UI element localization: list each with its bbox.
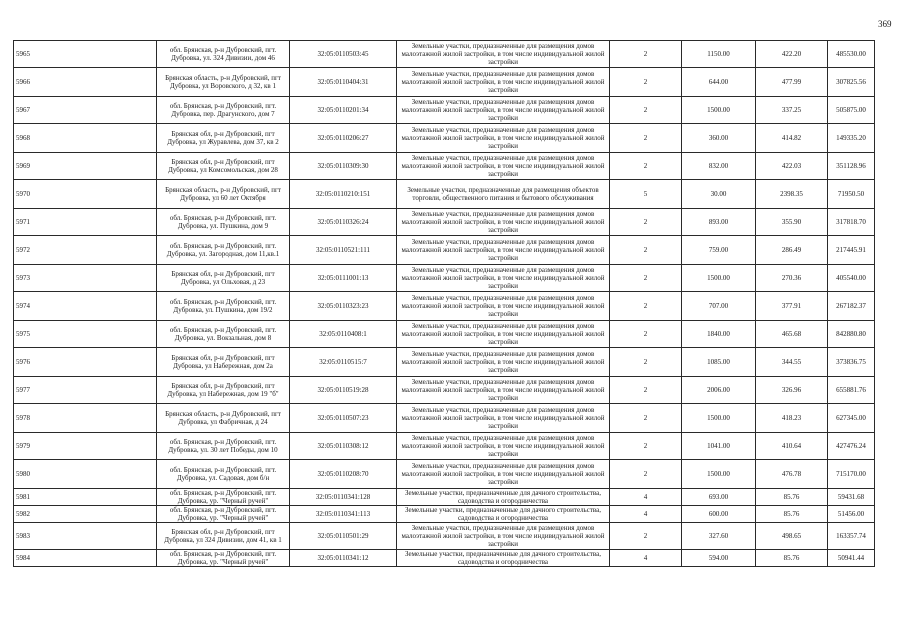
row-number-cell: 5984 (14, 550, 157, 567)
specific-value-cell: 465.68 (756, 321, 828, 348)
address-cell: обл. Брянская, р-н Дубровский, пгт. Дубровка, ул. Вокзальная, дом 8 (157, 321, 290, 348)
row-number-cell: 5969 (14, 153, 157, 180)
cadastral-value-cell: 655881.76 (828, 377, 875, 404)
cadastral-number-cell: 32:05:0110208:70 (290, 460, 397, 489)
permitted-use-cell: Земельные участки, предназначенные для размещения домов малоэтажной жилой застройки, в том числе индивидуальной жилой застройки (397, 153, 610, 180)
address-cell: обл. Брянская, р-н Дубровский, пгт. Дубровка, ур. "Черный ручей" (157, 506, 290, 523)
area-cell: 30.00 (682, 180, 756, 209)
cadastral-value-cell: 267182.37 (828, 292, 875, 321)
cadastral-number-cell: 32:05:0110201:34 (290, 97, 397, 124)
area-cell: 1500.00 (682, 460, 756, 489)
address-cell: обл. Брянская, р-н Дубровский, пгт. Дубровка, ул. 324 Дивизии, дом 46 (157, 41, 290, 68)
specific-value-cell: 85.76 (756, 506, 828, 523)
use-group-cell: 2 (610, 348, 682, 377)
cadastral-value-cell: 842880.80 (828, 321, 875, 348)
table-row (14, 68, 875, 97)
permitted-use-cell: Земельные участки, предназначенные для размещения домов малоэтажной жилой застройки, в том числе индивидуальной жилой застройки (397, 433, 610, 460)
cadastral-value-cell: 351128.96 (828, 153, 875, 180)
cadastral-value-cell: 317818.70 (828, 209, 875, 236)
cadastral-value-cell: 163357.74 (828, 523, 875, 550)
use-group-cell: 2 (610, 124, 682, 153)
address-cell: обл. Брянская, р-н Дубровский, пгт. Дубровка, ур. "Черный ручей" (157, 489, 290, 506)
use-group-cell: 2 (610, 97, 682, 124)
permitted-use-cell: Земельные участки, предназначенные для размещения домов малоэтажной жилой застройки, в том числе индивидуальной жилой застройки (397, 460, 610, 489)
address-cell: Брянская область, р-н Дубровский, пгт Дубровка, ул Фабричная, д 24 (157, 404, 290, 433)
specific-value-cell: 410.64 (756, 433, 828, 460)
page-number: 369 (878, 19, 892, 29)
cadastral-number-cell: 32:05:0110515:7 (290, 348, 397, 377)
address-cell: обл. Брянская, р-н Дубровский, пгт. Дубровка, пер. Драгунского, дом 7 (157, 97, 290, 124)
row-number-cell: 5972 (14, 236, 157, 265)
cadastral-value-cell: 50941.44 (828, 550, 875, 567)
use-group-cell: 2 (610, 523, 682, 550)
row-number-cell: 5978 (14, 404, 157, 433)
permitted-use-cell: Земельные участки, предназначенные для размещения домов малоэтажной жилой застройки, в том числе индивидуальной жилой застройки (397, 209, 610, 236)
specific-value-cell: 418.23 (756, 404, 828, 433)
cadastral-value-cell: 427476.24 (828, 433, 875, 460)
cadastral-number-cell: 32:05:0110507:23 (290, 404, 397, 433)
table-row (14, 180, 875, 209)
cadastral-value-cell: 217445.91 (828, 236, 875, 265)
area-cell: 1085.00 (682, 348, 756, 377)
row-number-cell: 5970 (14, 180, 157, 209)
row-number-cell: 5973 (14, 265, 157, 292)
permitted-use-cell: Земельные участки, предназначенные для размещения домов малоэтажной жилой застройки, в том числе индивидуальной жилой застройки (397, 523, 610, 550)
row-number-cell: 5971 (14, 209, 157, 236)
permitted-use-cell: Земельные участки, предназначенные для размещения домов малоэтажной жилой застройки, в том числе индивидуальной жилой застройки (397, 292, 610, 321)
cadastral-value-cell: 149335.20 (828, 124, 875, 153)
area-cell: 707.00 (682, 292, 756, 321)
specific-value-cell: 377.91 (756, 292, 828, 321)
specific-value-cell: 85.76 (756, 550, 828, 567)
table-row (14, 433, 875, 460)
cadastral-number-cell: 32:05:0110404:31 (290, 68, 397, 97)
specific-value-cell: 2398.35 (756, 180, 828, 209)
table-row (14, 404, 875, 433)
row-number-cell: 5980 (14, 460, 157, 489)
row-number-cell: 5981 (14, 489, 157, 506)
specific-value-cell: 326.96 (756, 377, 828, 404)
area-cell: 2006.00 (682, 377, 756, 404)
area-cell: 600.00 (682, 506, 756, 523)
cadastral-number-cell: 32:05:0110501:29 (290, 523, 397, 550)
table-row (14, 377, 875, 404)
use-group-cell: 4 (610, 506, 682, 523)
cadastral-value-cell: 405540.00 (828, 265, 875, 292)
cadastral-number-cell: 32:05:0110521:111 (290, 236, 397, 265)
table-row (14, 41, 875, 68)
use-group-cell: 4 (610, 550, 682, 567)
address-cell: Брянская обл, р-н Дубровский, пгт Дубровка, ул Ольховая, д 23 (157, 265, 290, 292)
table-body (14, 41, 875, 567)
address-cell: Брянская обл, р-н Дубровский, пгт Дубровка, ул 324 Дивизии, дом 41, кв 1 (157, 523, 290, 550)
use-group-cell: 4 (610, 489, 682, 506)
permitted-use-cell: Земельные участки, предназначенные для размещения домов малоэтажной жилой застройки, в том числе индивидуальной жилой застройки (397, 348, 610, 377)
cadastral-value-cell: 715170.00 (828, 460, 875, 489)
specific-value-cell: 422.03 (756, 153, 828, 180)
area-cell: 893.00 (682, 209, 756, 236)
use-group-cell: 2 (610, 377, 682, 404)
permitted-use-cell: Земельные участки, предназначенные для размещения объектов торговли, общественного питания и бытового обслуживания (397, 180, 610, 209)
row-number-cell: 5976 (14, 348, 157, 377)
cadastral-number-cell: 32:05:0110341:113 (290, 506, 397, 523)
permitted-use-cell: Земельные участки, предназначенные для размещения домов малоэтажной жилой застройки, в том числе индивидуальной жилой застройки (397, 236, 610, 265)
permitted-use-cell: Земельные участки, предназначенные для размещения домов малоэтажной жилой застройки, в том числе индивидуальной жилой застройки (397, 97, 610, 124)
address-cell: обл. Брянская, р-н Дубровский, пгт. Дубровка, ур. "Черный ручей" (157, 550, 290, 567)
table-row (14, 209, 875, 236)
area-cell: 1500.00 (682, 404, 756, 433)
area-cell: 1840.00 (682, 321, 756, 348)
permitted-use-cell: Земельные участки, предназначенные для размещения домов малоэтажной жилой застройки, в том числе индивидуальной жилой застройки (397, 265, 610, 292)
specific-value-cell: 344.55 (756, 348, 828, 377)
cadastral-number-cell: 32:05:0110323:23 (290, 292, 397, 321)
address-cell: Брянская обл, р-н Дубровский, пгт Дубровка, ул Комсомольская, дом 28 (157, 153, 290, 180)
row-number-cell: 5983 (14, 523, 157, 550)
specific-value-cell: 337.25 (756, 97, 828, 124)
cadastral-value-cell: 71950.50 (828, 180, 875, 209)
use-group-cell: 2 (610, 433, 682, 460)
table-row (14, 460, 875, 489)
cadastral-number-cell: 32:05:0110408:1 (290, 321, 397, 348)
row-number-cell: 5982 (14, 506, 157, 523)
use-group-cell: 2 (610, 236, 682, 265)
address-cell: обл. Брянская, р-н Дубровский, пгт. Дубровка, ул. Пушкина, дом 9 (157, 209, 290, 236)
table-row (14, 153, 875, 180)
use-group-cell: 5 (610, 180, 682, 209)
permitted-use-cell: Земельные участки, предназначенные для размещения домов малоэтажной жилой застройки, в том числе индивидуальной жилой застройки (397, 404, 610, 433)
permitted-use-cell: Земельные участки, предназначенные для размещения домов малоэтажной жилой застройки, в том числе индивидуальной жилой застройки (397, 124, 610, 153)
cadastral-value-cell: 51456.00 (828, 506, 875, 523)
address-cell: Брянская область, р-н Дубровский, пгт Дубровка, ул 60 лет Октября (157, 180, 290, 209)
permitted-use-cell: Земельные участки, предназначенные для дачного строительства, садоводства и огородничества (397, 489, 610, 506)
area-cell: 644.00 (682, 68, 756, 97)
table-row (14, 292, 875, 321)
specific-value-cell: 85.76 (756, 489, 828, 506)
table-row (14, 321, 875, 348)
row-number-cell: 5966 (14, 68, 157, 97)
permitted-use-cell: Земельные участки, предназначенные для дачного строительства, садоводства и огородничества (397, 506, 610, 523)
area-cell: 327.60 (682, 523, 756, 550)
table-row (14, 265, 875, 292)
use-group-cell: 2 (610, 68, 682, 97)
area-cell: 1041.00 (682, 433, 756, 460)
area-cell: 1150.00 (682, 41, 756, 68)
area-cell: 594.00 (682, 550, 756, 567)
cadastral-number-cell: 32:05:0110326:24 (290, 209, 397, 236)
permitted-use-cell: Земельные участки, предназначенные для размещения домов малоэтажной жилой застройки, в том числе индивидуальной жилой застройки (397, 321, 610, 348)
use-group-cell: 2 (610, 321, 682, 348)
address-cell: обл. Брянская, р-н Дубровский, пгт. Дубровка, ул. 30 лет Победы, дом 10 (157, 433, 290, 460)
area-cell: 360.00 (682, 124, 756, 153)
use-group-cell: 2 (610, 41, 682, 68)
cadastral-number-cell: 32:05:0111001:13 (290, 265, 397, 292)
cadastral-number-cell: 32:05:0110210:151 (290, 180, 397, 209)
table-row (14, 489, 875, 506)
use-group-cell: 2 (610, 292, 682, 321)
permitted-use-cell: Земельные участки, предназначенные для дачного строительства, садоводства и огородничества (397, 550, 610, 567)
row-number-cell: 5967 (14, 97, 157, 124)
cadastral-number-cell: 32:05:0110341:128 (290, 489, 397, 506)
area-cell: 693.00 (682, 489, 756, 506)
address-cell: обл. Брянская, р-н Дубровский, пгт. Дубровка, ул. Загородная, дом 11,кв.1 (157, 236, 290, 265)
cadastral-value-cell: 59431.68 (828, 489, 875, 506)
cadastral-value-cell: 505875.00 (828, 97, 875, 124)
cadastral-value-cell: 627345.00 (828, 404, 875, 433)
row-number-cell: 5975 (14, 321, 157, 348)
address-cell: Брянская обл, р-н Дубровский, пгт Дубровка, ул Набережная, дом 19 "б" (157, 377, 290, 404)
cadastral-number-cell: 32:05:0110309:30 (290, 153, 397, 180)
cadastral-value-cell: 485530.00 (828, 41, 875, 68)
cadastral-number-cell: 32:05:0110503:45 (290, 41, 397, 68)
land-registry-table (13, 40, 875, 567)
cadastral-number-cell: 32:05:0110206:27 (290, 124, 397, 153)
use-group-cell: 2 (610, 460, 682, 489)
table-row (14, 97, 875, 124)
address-cell: обл. Брянская, р-н Дубровский, пгт. Дубровка, ул. Пушкина, дом 19/2 (157, 292, 290, 321)
specific-value-cell: 355.90 (756, 209, 828, 236)
row-number-cell: 5965 (14, 41, 157, 68)
permitted-use-cell: Земельные участки, предназначенные для размещения домов малоэтажной жилой застройки, в том числе индивидуальной жилой застройки (397, 377, 610, 404)
row-number-cell: 5977 (14, 377, 157, 404)
cadastral-number-cell: 32:05:0110519:28 (290, 377, 397, 404)
specific-value-cell: 270.36 (756, 265, 828, 292)
table-row (14, 506, 875, 523)
use-group-cell: 2 (610, 209, 682, 236)
row-number-cell: 5968 (14, 124, 157, 153)
address-cell: Брянская область, р-н Дубровский, пгт Дубровка, ул Воровского, д 32, кв 1 (157, 68, 290, 97)
area-cell: 759.00 (682, 236, 756, 265)
permitted-use-cell: Земельные участки, предназначенные для размещения домов малоэтажной жилой застройки, в том числе индивидуальной жилой застройки (397, 68, 610, 97)
specific-value-cell: 498.65 (756, 523, 828, 550)
address-cell: обл. Брянская, р-н Дубровский, пгт. Дубровка, ул. Садовая, дом б/н (157, 460, 290, 489)
specific-value-cell: 477.99 (756, 68, 828, 97)
cadastral-value-cell: 373836.75 (828, 348, 875, 377)
row-number-cell: 5974 (14, 292, 157, 321)
specific-value-cell: 286.49 (756, 236, 828, 265)
cadastral-number-cell: 32:05:0110308:12 (290, 433, 397, 460)
cadastral-number-cell: 32:05:0110341:12 (290, 550, 397, 567)
use-group-cell: 2 (610, 404, 682, 433)
address-cell: Брянская обл, р-н Дубровский, пгт Дубровка, ул Набережная, дом 2а (157, 348, 290, 377)
table-row (14, 348, 875, 377)
table-row (14, 236, 875, 265)
specific-value-cell: 422.20 (756, 41, 828, 68)
address-cell: Брянская обл, р-н Дубровский, пгт Дубровка, ул Журавлева, дом 37, кв 2 (157, 124, 290, 153)
row-number-cell: 5979 (14, 433, 157, 460)
table-row (14, 550, 875, 567)
table-row (14, 523, 875, 550)
use-group-cell: 2 (610, 265, 682, 292)
specific-value-cell: 414.82 (756, 124, 828, 153)
use-group-cell: 2 (610, 153, 682, 180)
permitted-use-cell: Земельные участки, предназначенные для размещения домов малоэтажной жилой застройки, в том числе индивидуальной жилой застройки (397, 41, 610, 68)
table-row (14, 124, 875, 153)
area-cell: 832.00 (682, 153, 756, 180)
cadastral-value-cell: 307825.56 (828, 68, 875, 97)
area-cell: 1500.00 (682, 97, 756, 124)
area-cell: 1500.00 (682, 265, 756, 292)
specific-value-cell: 476.78 (756, 460, 828, 489)
